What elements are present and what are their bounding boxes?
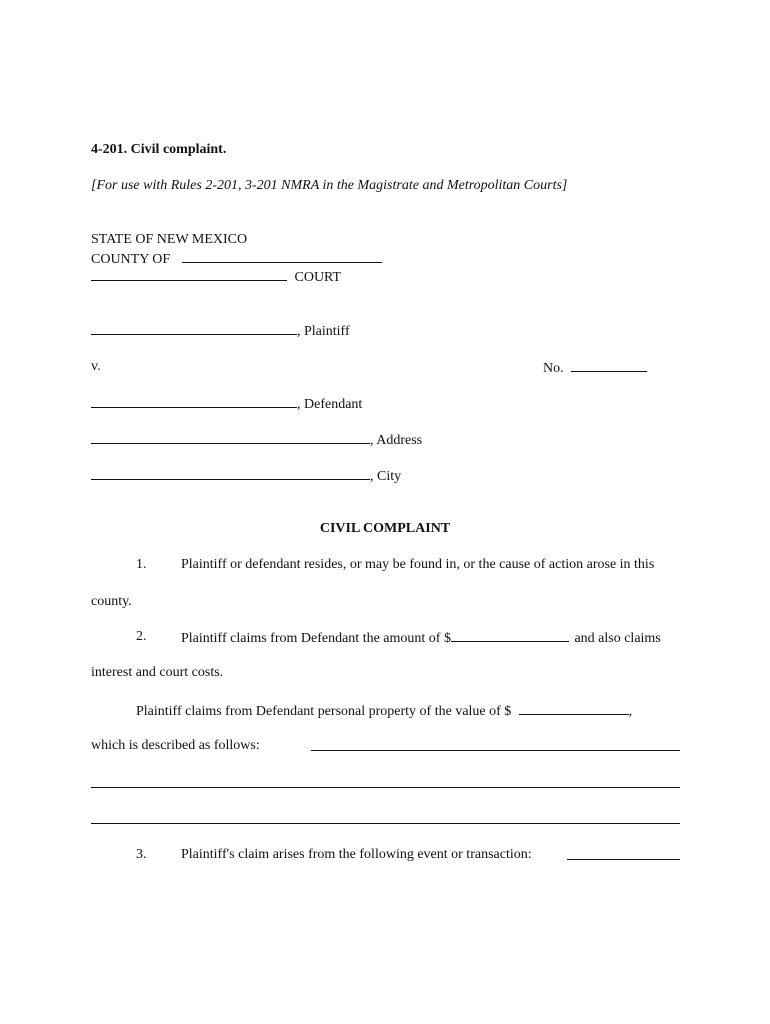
paragraph-2-number: 2.	[136, 629, 147, 644]
property-description-label: which is described as follows:	[91, 738, 260, 753]
property-claim-line	[136, 703, 632, 719]
case-number-field[interactable]	[571, 360, 647, 372]
address-field[interactable]	[91, 432, 370, 444]
section-heading: 4-201. Civil complaint.	[91, 142, 227, 157]
paragraph-3-line	[181, 848, 532, 862]
court-line	[91, 269, 341, 285]
property-value-field[interactable]	[519, 703, 629, 715]
county-line	[91, 251, 382, 267]
city-field[interactable]	[91, 468, 370, 480]
county-field[interactable]	[182, 251, 382, 263]
paragraph-1-continuation: county.	[91, 594, 132, 609]
event-transaction-field[interactable]	[567, 859, 680, 860]
paragraph-2-text-a: Plaintiff claims from Defendant the amount of $	[181, 631, 451, 646]
property-claim-comma: ,	[628, 704, 633, 719]
address-label: , Address	[370, 433, 423, 448]
defendant-line	[91, 396, 362, 412]
property-claim-text: Plaintiff claims from Defendant personal property of the value of $	[136, 704, 512, 719]
property-description-field-3[interactable]	[91, 823, 680, 824]
address-line	[91, 432, 422, 448]
property-description-field-2[interactable]	[91, 787, 680, 788]
case-number-label: No.	[543, 361, 564, 376]
paragraph-1-number: 1.	[136, 557, 147, 572]
defendant-field[interactable]	[91, 396, 297, 408]
property-description-field[interactable]	[311, 750, 680, 751]
plaintiff-line	[91, 323, 350, 339]
city-label: , City	[370, 469, 402, 484]
plaintiff-label: , Plaintiff	[297, 324, 350, 339]
paragraph-3-number: 3.	[136, 847, 147, 862]
paragraph-1-text: Plaintiff or defendant resides, or may be found in, or the cause of action arose in this	[181, 557, 655, 572]
property-description-line	[91, 739, 260, 753]
court-field[interactable]	[91, 269, 287, 281]
paragraph-2-line	[181, 630, 661, 646]
city-line	[91, 468, 401, 484]
paragraph-2-continuation: interest and court costs.	[91, 665, 224, 680]
usage-instruction: [For use with Rules 2-201, 3-201 NMRA in the Magistrate and Metropolitan Courts]	[91, 178, 568, 193]
defendant-label: , Defendant	[297, 397, 363, 412]
versus-label: v.	[91, 359, 101, 374]
plaintiff-field[interactable]	[91, 323, 297, 335]
paragraph-2-text-b: and also claims	[574, 631, 661, 646]
county-label: COUNTY OF	[91, 252, 171, 267]
amount-field[interactable]	[451, 630, 569, 642]
court-label: COURT	[294, 270, 342, 285]
document-title: CIVIL COMPLAINT	[319, 521, 451, 536]
case-number-line	[543, 360, 647, 376]
state-label: STATE OF NEW MEXICO	[91, 232, 248, 247]
paragraph-3-text: Plaintiff's claim arises from the following event or transaction:	[181, 847, 532, 862]
